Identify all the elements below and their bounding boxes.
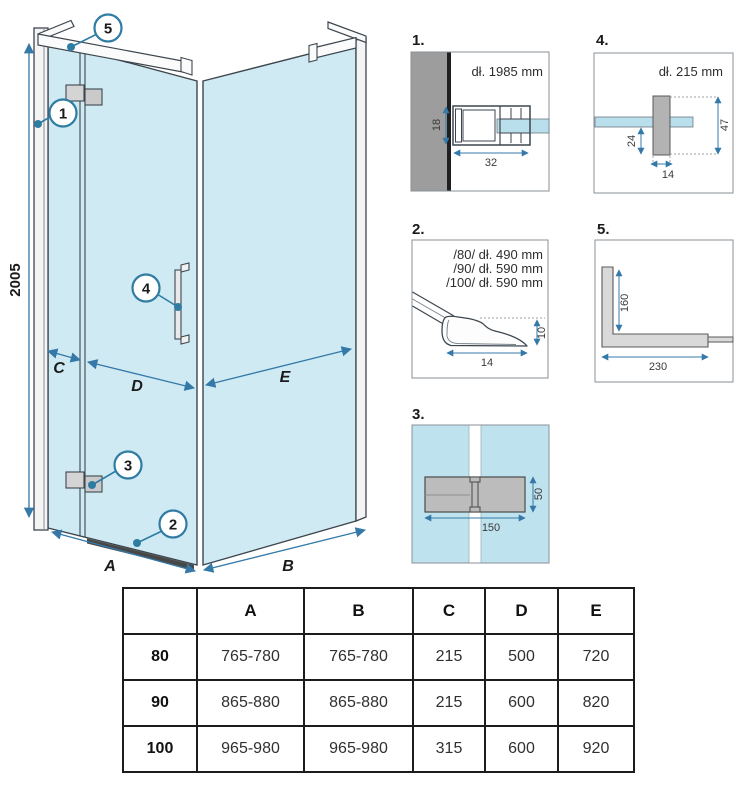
dim-letter-C: C — [53, 360, 65, 377]
row-size-label: 90 — [123, 680, 197, 726]
dim-14-label: 14 — [480, 357, 494, 369]
detail-4-label: 4. — [596, 32, 609, 49]
detail-views — [400, 0, 751, 585]
cell-80-E: 720 — [558, 634, 634, 680]
right-edge-profile — [356, 38, 366, 522]
detail-box-3 — [412, 406, 549, 563]
cell-100-C: 315 — [413, 726, 485, 772]
dim-letter-D: D — [131, 378, 143, 395]
detail-2-size-100: /100/ dł. 590 mm — [446, 275, 543, 290]
detail-4-title: dł. 215 mm — [658, 64, 723, 79]
dimension-height-2005 — [7, 44, 29, 517]
dim-32-label: 32 — [484, 157, 498, 169]
cell-100-B: 965-980 — [304, 726, 413, 772]
cell-80-D: 500 — [485, 634, 558, 680]
dim-letter-E: E — [279, 369, 291, 386]
cell-90-A: 865-880 — [197, 680, 304, 726]
callout-5-number: 5 — [103, 20, 113, 38]
table-header-B: B — [304, 588, 413, 634]
dim-50-label: 50 — [533, 487, 545, 501]
detail-2-size-80: /80/ dł. 490 mm — [453, 247, 543, 262]
detail-box-4 — [594, 32, 733, 193]
cell-80-A: 765-780 — [197, 634, 304, 680]
cell-100-D: 600 — [485, 726, 558, 772]
cell-90-D: 600 — [485, 680, 558, 726]
glass-pane-section — [497, 119, 549, 133]
callout-3-number: 3 — [123, 457, 133, 475]
callout-4-number: 4 — [141, 280, 151, 298]
dim-230-label: 230 — [648, 361, 668, 373]
table-header-E: E — [558, 588, 634, 634]
table-corner-cell — [123, 588, 197, 634]
wall-mounting-profile — [34, 28, 48, 530]
dim-10-label: 10 — [536, 326, 548, 340]
dim-47-label: 47 — [719, 118, 731, 132]
dim-letter-B: B — [282, 558, 294, 575]
height-dim-label: 2005 — [7, 263, 24, 297]
cell-100-E: 920 — [558, 726, 634, 772]
table-header-A: A — [197, 588, 304, 634]
detail-5-label: 5. — [597, 221, 610, 238]
detail-2-size-90: /90/ dł. 590 mm — [453, 261, 543, 276]
dim-150-label: 150 — [481, 522, 501, 534]
detail-3-label: 3. — [412, 406, 425, 423]
cell-80-B: 765-780 — [304, 634, 413, 680]
table-row-90 — [123, 680, 634, 726]
table-header-C: C — [413, 588, 485, 634]
dim-24-label: 24 — [626, 134, 638, 148]
dim-18-label: 18 — [431, 118, 443, 132]
cell-90-C: 215 — [413, 680, 485, 726]
table-row-100 — [123, 726, 634, 772]
cell-90-E: 820 — [558, 680, 634, 726]
bar-end-clamp-left — [181, 58, 192, 76]
dim-160-label: 160 — [619, 293, 631, 313]
bar-end-clamp-right — [309, 44, 317, 63]
cell-100-A: 965-980 — [197, 726, 304, 772]
detail-2-label: 2. — [412, 221, 425, 238]
bracket-rod — [708, 337, 733, 342]
glass-pane-section — [595, 117, 693, 127]
hinge-plate — [425, 477, 525, 512]
table-header-D: D — [485, 588, 558, 634]
detail-1-title: dł. 1985 mm — [471, 64, 543, 79]
callout-2-number: 2 — [168, 516, 178, 534]
table-header-row — [123, 588, 634, 634]
dim-14-label: 14 — [661, 169, 675, 181]
cell-80-C: 215 — [413, 634, 485, 680]
size-spec-table — [122, 587, 635, 773]
detail-box-5 — [595, 221, 733, 382]
handle-section — [653, 96, 670, 155]
table-row-80 — [123, 634, 634, 680]
detail-1-label: 1. — [412, 32, 425, 49]
callout-1-number: 1 — [58, 105, 68, 123]
row-size-label: 100 — [123, 726, 197, 772]
isometric-shower-drawing — [0, 0, 400, 585]
detail-box-1 — [411, 32, 549, 191]
detail-box-2 — [412, 221, 548, 378]
right-fixed-panel — [203, 42, 356, 565]
dim-letter-A: A — [104, 558, 116, 575]
cell-90-B: 865-880 — [304, 680, 413, 726]
row-size-label: 80 — [123, 634, 197, 680]
